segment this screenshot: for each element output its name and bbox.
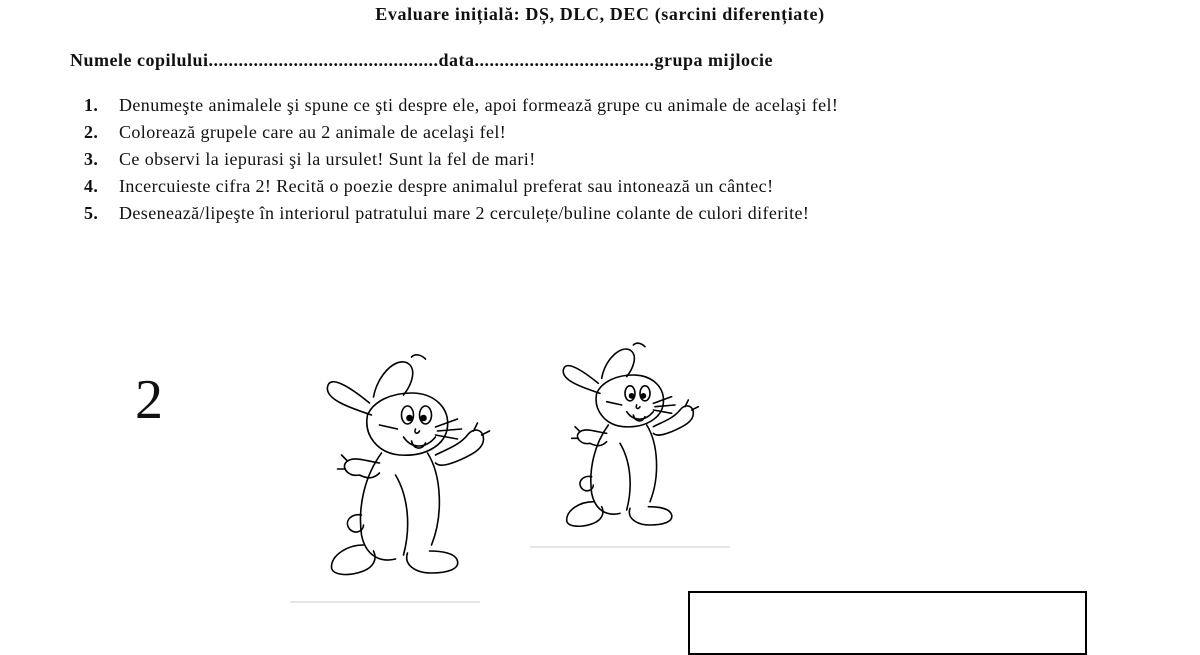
scan-artifact-line <box>290 601 480 603</box>
task-item <box>84 92 838 119</box>
task-number: 4. <box>84 176 99 196</box>
task-number: 3. <box>84 149 99 169</box>
task-item <box>84 200 838 227</box>
task-number: 1. <box>84 95 99 115</box>
digit-two: 2 <box>135 369 163 431</box>
task-number: 5. <box>84 203 99 223</box>
task-text: Desenează/lipeşte în interiorul patratului mare 2 cerculețe/buline colante de culori diferite! <box>119 203 810 223</box>
task-text: Denumeşte animalele şi spune ce şti despre ele, apoi formează grupe cu animale de acelaşi fel! <box>119 95 839 115</box>
task-item <box>84 173 838 200</box>
scan-artifact-line <box>530 546 730 548</box>
task-text: Colorează grupele care au 2 animale de acelaşi fel! <box>119 122 507 142</box>
task-text: Incercuieste cifra 2! Recită o poezie despre animalul preferat sau intonează un cântec! <box>119 176 774 196</box>
task-text: Ce observi la iepurasi şi la ursulet! Sunt la fel de mari! <box>119 149 536 169</box>
child-name-date-group-line: Numele copilului..............................................data....................................grupa mijlocie <box>70 50 773 70</box>
drawing-square <box>688 591 1087 655</box>
worksheet-title: Evaluare inițială: DȘ, DLC, DEC (sarcini diferențiate) <box>375 4 825 24</box>
task-item <box>84 119 838 146</box>
bunny-icon <box>305 345 510 585</box>
task-list <box>84 92 838 227</box>
task-item <box>84 146 838 173</box>
bunny-icon <box>545 335 715 535</box>
task-number: 2. <box>84 122 99 142</box>
